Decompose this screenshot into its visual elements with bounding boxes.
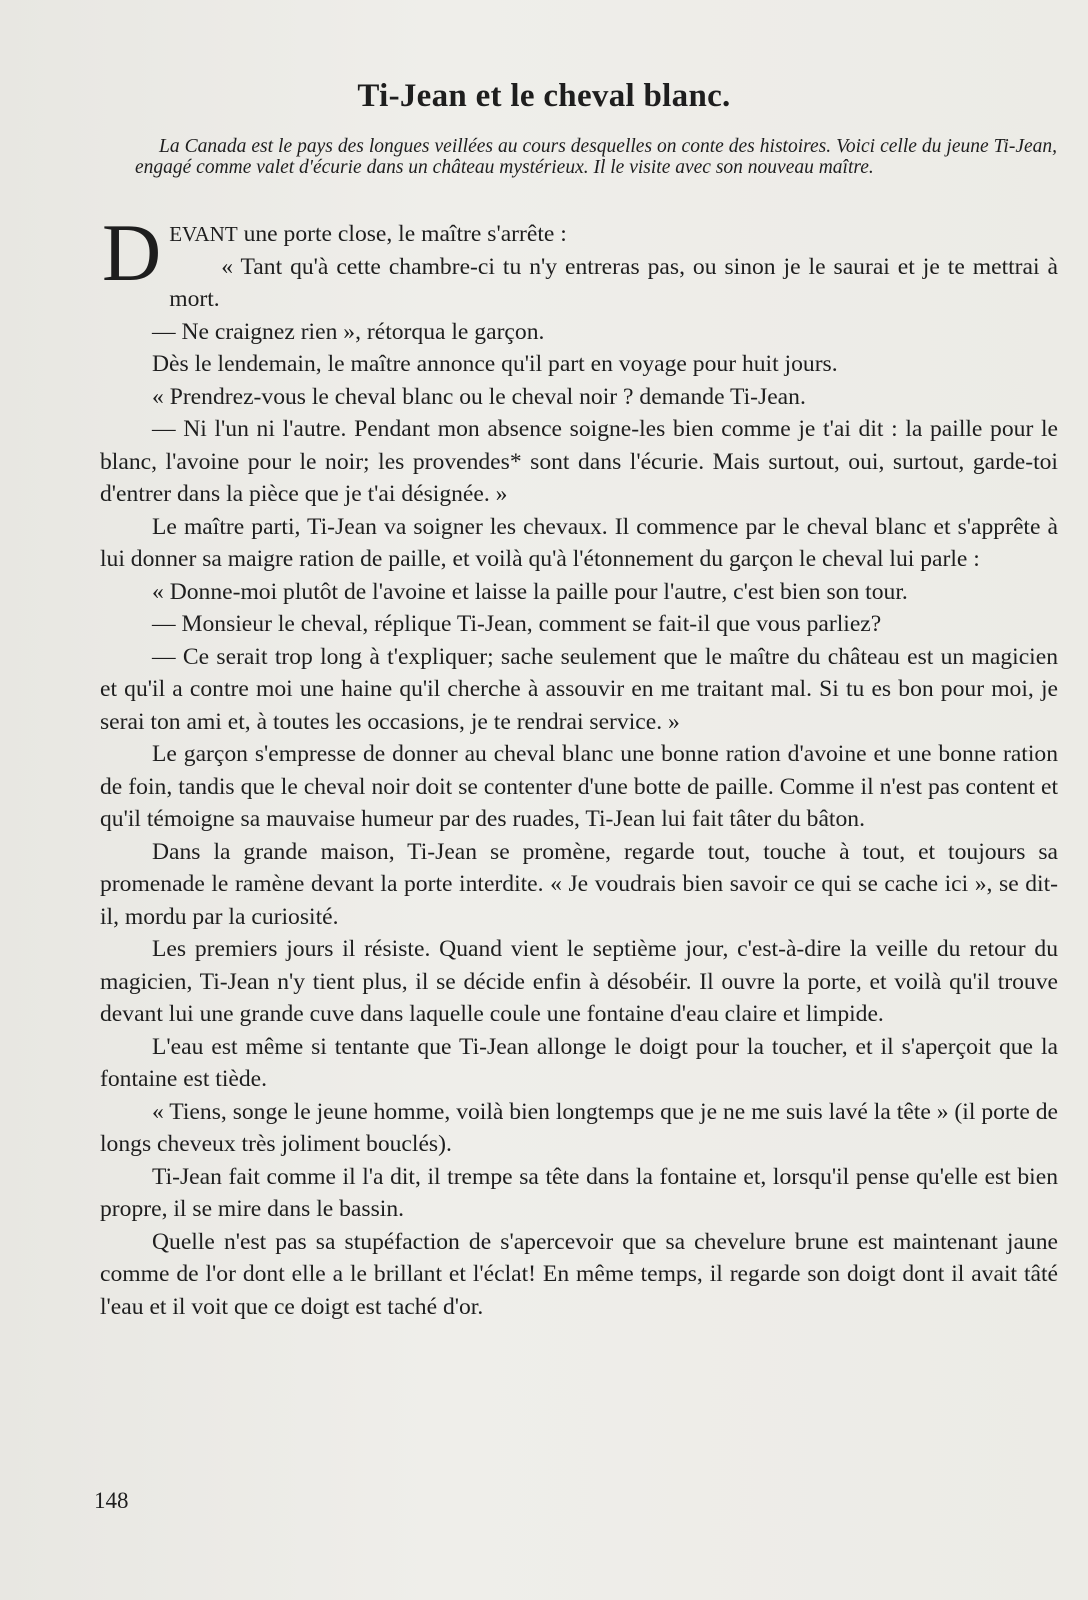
first-paragraph-text: une porte close, le maître s'arrête : bbox=[237, 221, 567, 247]
intro-paragraph: La Canada est le pays des longues veillées au cours desquelles on conte des histoires. Voici celle du jeune Ti-Jean, engagé comme valet d'écurie dans un château mystérieux. Il le visite avec son nouveau maître. bbox=[135, 136, 1057, 178]
first-word-smallcaps: EVANT bbox=[169, 222, 238, 246]
page-number: 148 bbox=[94, 1488, 129, 1513]
paragraph: Les premiers jours il résiste. Quand vient le septième jour, c'est-à-dire la veille du retour du magicien, Ti-Jean n'y tient plus, il se décide enfin à désobéir. Il ouvre la porte, et voilà qu'il trouve devant lui une grande cuve dans laquelle coule une fontaine d'eau claire et limpide. bbox=[100, 936, 1058, 1027]
paragraph: Le garçon s'empresse de donner au cheval blanc une bonne ration d'avoine et une bonne ration de foin, tandis que le cheval noir doit se contenter d'une botte de paille. Comme il n'est pas content et qu'il témoigne sa mauvaise humeur par des ruades, Ti-Jean lui fait tâter du bâton. bbox=[100, 741, 1058, 832]
paragraph: L'eau est même si tentante que Ti-Jean allonge le doigt pour la toucher, et il s'aperçoit que la fontaine est tiède. bbox=[100, 1033, 1058, 1092]
paragraph: — Ce serait trop long à t'expliquer; sache seulement que le maître du château est un magicien et qu'il a contre moi une haine qu'il cherche à assouvir en me traitant mal. Si tu es bon pour moi, je serai ton ami et, à toutes les occasions, je te rendrai service. » bbox=[100, 643, 1058, 735]
paragraph: « Tiens, songe le jeune homme, voilà bien longtemps que je ne me suis lavé la tête » (il porte de longs cheveux très joliment bouclés). bbox=[100, 1098, 1058, 1157]
drop-cap: D bbox=[102, 207, 162, 298]
paragraph: « Tant qu'à cette chambre-ci tu n'y entreras pas, ou sinon je le saurai et je te mettrai à mort. bbox=[169, 253, 1058, 312]
paragraph: Dans la grande maison, Ti-Jean se promène, regarde tout, touche à tout, et toujours sa promenade le ramène devant la porte interdite. « Je voudrais bien savoir ce qui se cache ici », se dit-il, mordu par la curiosité. bbox=[100, 838, 1058, 930]
paragraph: — Ni l'un ni l'autre. Pendant mon absence soigne-les bien comme je t'ai dit : la paille pour le blanc, l'avoine pour le noir; les provendes* sont dans l'écurie. Mais surtout, oui, surtout, garde-toi d'entrer dans la pièce que je t'ai désignée. » bbox=[100, 416, 1058, 507]
paragraph: Quelle n'est pas sa stupéfaction de s'apercevoir que sa chevelure brune est maintenant jaune comme de l'or dont elle a le brillant et l'éclat! En même temps, il regarde son doigt dont il avait tâté l'eau et il voit que ce doigt est taché d'or. bbox=[100, 1228, 1058, 1320]
paragraph: Le maître parti, Ti-Jean va soigner les chevaux. Il commence par le cheval blanc et s'apprête à lui donner sa maigre ration de paille, et voilà qu'à l'étonnement du garçon le cheval lui parle : bbox=[100, 513, 1058, 572]
paragraph: « Donne-moi plutôt de l'avoine et laisse la paille pour l'autre, c'est bien son tour. bbox=[152, 578, 908, 605]
story-body bbox=[100, 207, 1058, 1323]
paragraph: « Prendrez-vous le cheval blanc ou le cheval noir ? demande Ti-Jean. bbox=[152, 383, 806, 410]
paragraph: — Ne craignez rien », rétorqua le garçon. bbox=[152, 318, 545, 345]
paragraph: — Monsieur le cheval, réplique Ti-Jean, comment se fait-il que vous parliez? bbox=[152, 611, 882, 637]
page-title: Ti-Jean et le cheval blanc. bbox=[357, 78, 731, 114]
paragraph: Ti-Jean fait comme il l'a dit, il trempe sa tête dans la fontaine et, lorsqu'il pense qu'elle est bien propre, il se mire dans le bassin. bbox=[100, 1163, 1058, 1222]
paragraph: Dès le lendemain, le maître annonce qu'il part en voyage pour huit jours. bbox=[152, 351, 838, 377]
